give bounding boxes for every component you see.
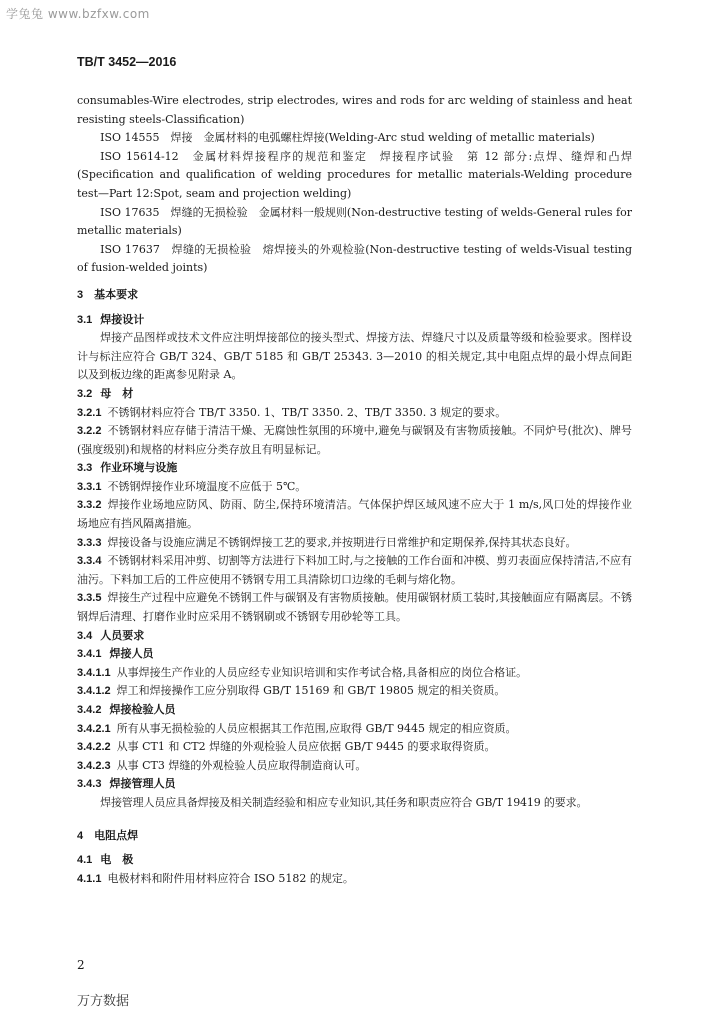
clause-number: 3.4.2.1 (77, 722, 111, 735)
section-number: 3.4.1 (77, 648, 102, 661)
reference-item: ISO 17635 焊缝的无损检验 金属材料一般规则(Non-destructive testing of welds-General rules for metallic materials) (77, 205, 632, 238)
section-number: 3.4.3 (77, 778, 102, 791)
clause-3-3-2 (77, 496, 632, 533)
standard-number: TB/T 3452—2016 (77, 55, 177, 69)
clause-text: 从事 CT1 和 CT2 焊缝的外观检验人员应依据 GB/T 9445 的要求取得资质。 (116, 740, 496, 754)
clause-3-4-2-2 (77, 738, 632, 757)
clause-3-2-2 (77, 422, 632, 459)
clause-text: 不锈钢材料应存储于清洁干燥、无腐蚀性氛围的环境中,避免与碳钢及有害物质接触。不同炉号(批次)、牌号(强度级别)和规格的材料应分类存放且有明显标记。 (77, 424, 632, 456)
clause-3-4-1-2 (77, 682, 632, 701)
section-heading-3-2 (77, 385, 632, 404)
clause-text: 从事 CT3 焊缝的外观检验人员应取得制造商认可。 (116, 758, 367, 772)
section-heading-3-1 (77, 311, 632, 330)
spacer (77, 813, 632, 819)
section-number: 3.1 (77, 313, 93, 326)
clause-3-3-1 (77, 478, 632, 497)
reference-item: ISO 17637 焊缝的无损检验 熔焊接头的外观检验(Non-destructive testing of welds-Visual testing of fusion-welded joints) (77, 242, 632, 275)
clause-3-3-5 (77, 589, 632, 626)
clause-text: 焊接设备与设施应满足不锈钢焊接工艺的要求,并按期进行日常维护和定期保养,保持其状态良好。 (107, 535, 577, 549)
footer-source: 万方数据 (77, 994, 130, 1009)
clause-text: 焊工和焊接操作工应分别取得 GB/T 15169 和 GB/T 19805 规定的相关资质。 (116, 684, 506, 698)
clause-text: 从事焊接生产作业的人员应经专业知识培训和实作考试合格,具备相应的岗位合格证。 (116, 665, 528, 679)
section-title: 人员要求 (100, 629, 145, 642)
clause-number: 3.2.1 (77, 406, 102, 419)
section-heading-3-4-1 (77, 645, 632, 664)
document-body (77, 92, 632, 888)
section-number: 3.4 (77, 629, 93, 642)
clause-3-4-2-1 (77, 720, 632, 739)
paragraph-3-4-3: 焊接管理人员应具备焊接及相关制造经验和相应专业知识,其任务和职责应符合 GB/T 19419 的要求。 (100, 795, 588, 809)
clause-number: 3.4.2.3 (77, 759, 111, 772)
section-number: 4.1 (77, 854, 93, 867)
page-number: 2 (77, 958, 85, 972)
section-title: 焊接设计 (100, 313, 145, 326)
clause-number: 3.2.2 (77, 425, 102, 438)
clause-number: 3.4.1.2 (77, 685, 111, 698)
section-title: 焊接人员 (109, 648, 154, 661)
reference-item: ISO 14555 焊接 金属材料的电弧螺柱焊接(Welding-Arc stud welding of metallic materials) (100, 131, 595, 145)
section-heading-3-3 (77, 459, 632, 478)
section-title: 作业环境与设施 (100, 462, 178, 475)
section-number: 3.4.2 (77, 704, 102, 716)
section-heading-4: 4 电阻点焊 (77, 829, 139, 842)
section-title: 焊接管理人员 (109, 778, 176, 791)
clause-3-3-4 (77, 552, 632, 589)
section-number: 3.3 (77, 462, 93, 475)
clause-number: 3.3.2 (77, 499, 102, 512)
clause-text: 电极材料和附件用材料应符合 ISO 5182 的规定。 (107, 871, 354, 885)
clause-text: 不锈钢焊接作业环境温度不应低于 5℃。 (107, 479, 307, 493)
clause-3-2-1 (77, 404, 632, 423)
clause-number: 3.3.4 (77, 555, 102, 568)
clause-text: 不锈钢材料应符合 TB/T 3350. 1、TB/T 3350. 2、TB/T 3350. 3 规定的要求。 (107, 405, 507, 419)
reference-item: consumables-Wire electrodes, strip electrodes, wires and rods for arc welding of stainless and heat resisting steels-Classification) (77, 94, 632, 126)
section-heading-3-4-2 (77, 701, 632, 720)
clause-number: 3.3.3 (77, 536, 102, 549)
clause-text: 不锈钢材料采用冲剪、切割等方法进行下料加工时,与之接触的工作台面和冲模、剪刃表面应保持清洁,不应有油污。下料加工后的工件应使用不锈钢专用工具清除切口边缘的毛刺与熔化物。 (77, 554, 632, 586)
reference-item: ISO 15614-12 金属材料焊接程序的规范和鉴定 焊接程序试验 第 12 部分:点焊、缝焊和凸焊(Specification and qualification of welding procedures for metallic materials-Welding procedure test—Part 12:Spot, seam and projection welding) (77, 149, 632, 200)
clause-3-4-1-1 (77, 664, 632, 683)
clause-3-4-2-3 (77, 757, 632, 776)
section-number: 3.2 (77, 387, 93, 400)
section-heading-3-4-3 (77, 775, 632, 794)
section-heading-3-4 (77, 627, 632, 646)
clause-4-1-1 (77, 870, 632, 889)
section-title: 电 极 (100, 854, 134, 867)
clause-3-3-3 (77, 534, 632, 553)
clause-number: 3.4.2.2 (77, 741, 111, 754)
clause-text: 所有从事无损检验的人员应根据其工作范围,应取得 GB/T 9445 规定的相应资质。 (116, 721, 517, 735)
paragraph-3-1: 焊接产品图样或技术文件应注明焊接部位的接头型式、焊接方法、焊缝尺寸以及质量等级和检验要求。图样设计与标注应符合 GB/T 324、GB/T 5185 和 GB/T 25343. 3—2010 的相关规定,其中电阻点焊的最小焊点间距以及到板边缘的距离参见附录 A。 (77, 331, 632, 382)
watermark: 学兔兔 www.bzfxw.com (6, 7, 150, 21)
section-heading-4-1 (77, 851, 632, 870)
section-title: 焊接检验人员 (109, 704, 176, 716)
clause-number: 4.1.1 (77, 872, 102, 885)
clause-number: 3.4.1.1 (77, 666, 111, 679)
clause-text: 焊接生产过程中应避免不锈钢工件与碳钢及有害物质接触。使用碳钢材质工装时,其接触面应有隔离层。不锈钢焊后清理、打磨作业时应采用不锈钢刷或不锈钢专用砂轮等工具。 (77, 591, 632, 624)
section-title: 母 材 (100, 387, 134, 400)
clause-number: 3.3.5 (77, 592, 102, 605)
clause-text: 焊接作业场地应防风、防雨、防尘,保持环境清洁。气体保护焊区域风速不应大于 1 m/s,风口处的焊接作业场地应有挡风隔离措施。 (77, 498, 632, 531)
section-heading-3: 3 基本要求 (77, 288, 139, 301)
clause-number: 3.3.1 (77, 480, 102, 493)
